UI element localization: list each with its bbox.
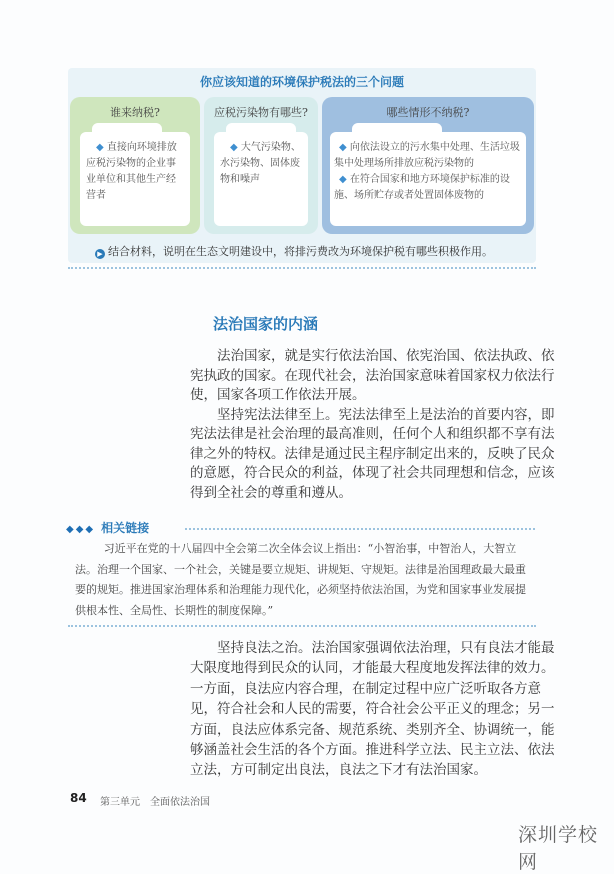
paragraph: 坚持宪法法律至上。宪法法律至上是法治的首要内容，即宪法法律是社会治理的最高准则，任何个人和组织都不享有法律之外的特权。法律是通过民主程序制定出来的，反映了民众的意愿，符合民众的利益，体现了社会共同理想和信念，应该得到全社会的尊重和遵从。 — [190, 406, 555, 501]
diamonds-icon: ◆◆◆ — [66, 524, 96, 535]
section2-body — [190, 638, 556, 781]
panel-question: 哪些情形不纳税? — [386, 106, 470, 119]
diamond-bullet-icon: ◆ — [339, 142, 347, 153]
divider — [68, 267, 536, 269]
panel-item — [220, 140, 302, 188]
panel-exemptions — [322, 97, 534, 234]
unit-title: 第三单元 全面依法治国 — [100, 797, 210, 808]
diamond-bullet-icon: ◆ — [230, 142, 238, 153]
paragraph: 法治国家，就是实行依法治国、依宪治国、依法执政、依宪执政的国家。在现代社会，法治国家意味着国家权力依法行使，国家各项工作依法开展。 — [190, 348, 555, 403]
panel-card — [80, 132, 190, 226]
section-heading: 法治国家的内涵 — [213, 315, 319, 333]
page-number: 84 — [70, 791, 87, 805]
panel-item-text: 大气污染物、水污染物、固体废物和噪声 — [220, 142, 301, 185]
related-title: 相关链接 — [101, 521, 150, 535]
infobox-title: 你应该知道的环境保护税法的三个问题 — [199, 75, 404, 89]
divider — [185, 528, 535, 530]
panel-item-text: 在符合国家和地方环境保护标准的设施、场所贮存或者处置固体废物的 — [334, 174, 510, 201]
watermark: 深圳学校网 — [518, 824, 599, 873]
diamond-bullet-icon: ◆ — [96, 142, 104, 153]
panel-item — [334, 172, 522, 204]
panel-question: 应税污染物有哪些? — [214, 106, 308, 119]
panel-taxable-pollutants — [204, 97, 318, 234]
discussion-prompt — [95, 243, 493, 259]
related-links-text: 习近平在党的十八届四中全会第二次全体会议上指出：“小智治事，中智治人，大智立法。治理一个国家、一个社会，关键是要立规矩、讲规矩、守规矩。法律是治国理政最大最重要的规矩。推进国家治理体系和治理能力现代化，必须坚持依法治国，为党和国家事业发展提供根本性、全局性、长期性的制度保障。” — [75, 542, 526, 617]
panel-item-text: 直接向环境排放应税污染物的企业事业单位和其他生产经营者 — [86, 142, 177, 201]
paragraph: 坚持良法之治。法治国家强调依法治理，只有良法才能最大限度地得到民众的认同，才能最大程度地发挥法律的效力。一方面，良法应内容合理，在制定过程中应广泛听取各方意见，符合社会和人民的需要，符合社会公平正义的理念；另一方面，良法应体系完备、规范系统、类别齐全、协调统一，能够涵盖社会生活的各个方面。推进科学立法、民主立法、依法立法，方可制定出良法，良法之下才有法治国家。 — [190, 640, 555, 779]
panel-question: 谁来纳税? — [110, 106, 160, 119]
panel-card — [330, 132, 526, 226]
panel-who-pays — [70, 97, 200, 234]
play-circle-icon: ▶ — [95, 249, 105, 259]
diamond-bullet-icon: ◆ — [339, 174, 347, 185]
panel-item-text: 向依法设立的污水集中处理、生活垃圾集中处理场所排放应税污染物的 — [334, 142, 520, 169]
section-body — [190, 347, 556, 503]
environment-tax-infobox — [68, 68, 536, 263]
panel-item — [334, 140, 522, 172]
divider — [68, 625, 536, 627]
panel-item — [86, 140, 184, 204]
related-links-heading — [66, 519, 149, 536]
prompt-text: 结合材料，说明在生态文明建设中，将排污费改为环境保护税有哪些积极作用。 — [108, 245, 493, 258]
panel-card — [214, 132, 308, 226]
